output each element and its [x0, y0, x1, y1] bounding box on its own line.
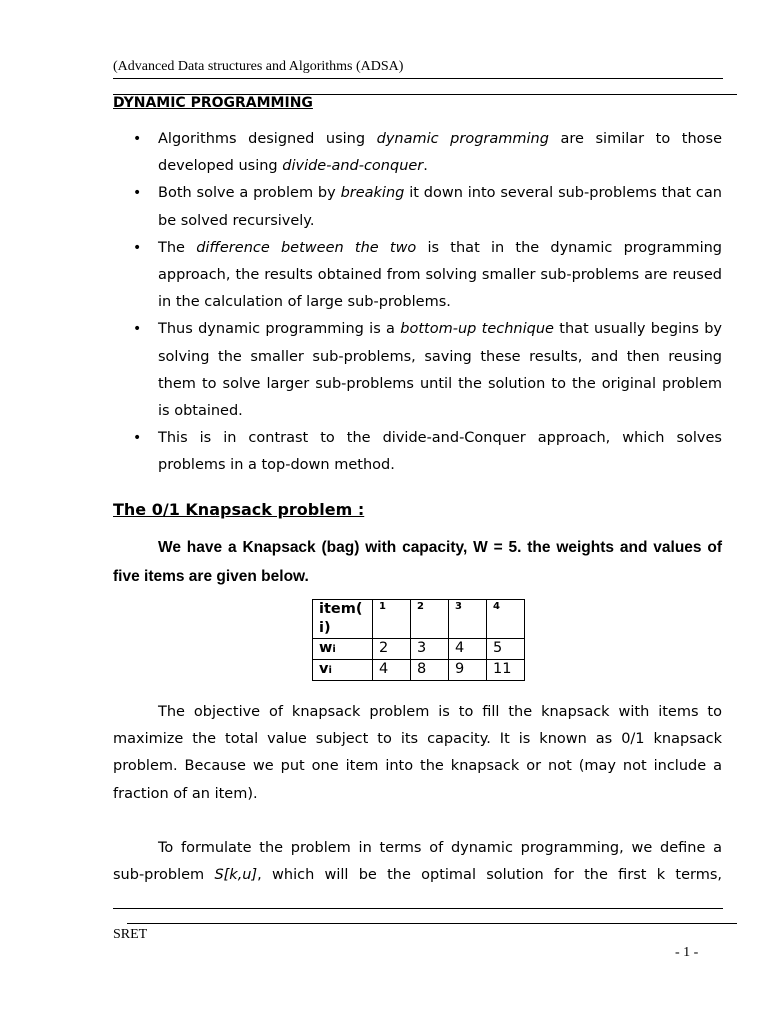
weight-subscript: i — [332, 644, 336, 655]
knapsack-intro: We have a Knapsack (bag) with capacity, W = 5. the weights and values of five items are given below. — [113, 539, 722, 585]
value-cell: 9 — [449, 660, 487, 681]
formulation-paragraph — [113, 835, 722, 889]
bullet-dot-icon: • — [133, 321, 142, 338]
value-cell: 4 — [373, 660, 411, 681]
row-header-item: item( i) — [313, 600, 373, 639]
value-symbol: v — [319, 661, 329, 677]
items-table — [312, 599, 525, 681]
footer-rule-bottom — [127, 923, 737, 924]
weight-cell: 3 — [411, 639, 449, 660]
bullet-text: is that in the dynamic programming approach, the results obtained from solving smaller sub-problems are reused in the calculation of large sub-problems. — [158, 239, 723, 311]
bullet-dot-icon: • — [133, 239, 142, 256]
bullet-list — [113, 126, 722, 480]
bullet-text: that usually begins by solving the smaller sub-problems, saving these results, and then reusing them to solve larger sub-problems until the solution to the original problem is obtained. — [158, 321, 722, 420]
bullet-text: it down into several sub-problems that can be solved recursively. — [158, 185, 722, 229]
item-cell: 1 — [373, 600, 411, 639]
page-number: - 1 - — [675, 945, 699, 960]
bullet-text: . — [423, 158, 428, 175]
weight-cell: 4 — [449, 639, 487, 660]
bullet-item — [113, 180, 722, 234]
header-rule-top — [113, 78, 723, 79]
table-row-items — [313, 600, 525, 639]
bullet-emphasis: difference between the two — [196, 239, 417, 256]
bullet-text: are similar to those developed using — [158, 131, 722, 175]
bullet-text: Thus dynamic programming is a — [158, 321, 401, 338]
item-cell: 4 — [487, 600, 525, 639]
weight-symbol: w — [319, 640, 333, 656]
objective-paragraph: The objective of knapsack problem is to fill the knapsack with items to maximize the total value subject to its capacity. It is known as 0/1 knapsack problem. Because we put one item into the knapsack or not (may not include a fraction of an item). — [113, 704, 722, 802]
bullet-text: This is in contrast to the divide-and-Conquer approach, which solves problems in a top-down method. — [158, 430, 722, 474]
table-row-values — [313, 660, 525, 681]
bullet-dot-icon: • — [133, 185, 142, 202]
bullet-text: Algorithms designed using — [158, 131, 377, 147]
bullet-item — [113, 235, 722, 317]
row-header-value — [313, 660, 373, 681]
formulation-text-start: To formulate the problem in terms of dynamic programming, we define a sub-problem — [113, 840, 722, 884]
bullet-text: The — [158, 239, 197, 256]
knapsack-title: The 0/1 Knapsack problem : — [113, 500, 365, 519]
bullet-item — [113, 425, 722, 479]
table-row-weights — [313, 639, 525, 660]
value-subscript: i — [328, 665, 332, 676]
bullet-emphasis: divide-and-conquer — [282, 158, 424, 175]
bullet-dot-icon: • — [133, 430, 142, 447]
bullet-item — [113, 316, 722, 425]
bullet-dot-icon: • — [133, 131, 142, 147]
bullet-emphasis: breaking — [340, 185, 405, 202]
weight-cell: 2 — [373, 639, 411, 660]
footer-label: SRET — [113, 927, 148, 942]
subproblem-notation: S[k,u] — [214, 867, 258, 884]
bullet-item — [113, 126, 722, 180]
value-cell: 11 — [487, 660, 525, 681]
value-cell: 8 — [411, 660, 449, 681]
weight-cell: 5 — [487, 639, 525, 660]
footer-rule-top — [113, 908, 723, 909]
item-cell: 2 — [411, 600, 449, 639]
bullet-text: Both solve a problem by — [158, 185, 341, 202]
item-cell: 3 — [449, 600, 487, 639]
bullet-emphasis: bottom-up technique — [400, 321, 554, 338]
document-header-title: (Advanced Data structures and Algorithms (ADSA) — [113, 59, 404, 74]
formulation-text-end: , which will be the optimal solution for the first k terms, — [257, 867, 722, 884]
row-header-weight — [313, 639, 373, 660]
bullet-emphasis: dynamic programming — [376, 131, 549, 147]
section-title: DYNAMIC PROGRAMMING — [113, 95, 313, 111]
